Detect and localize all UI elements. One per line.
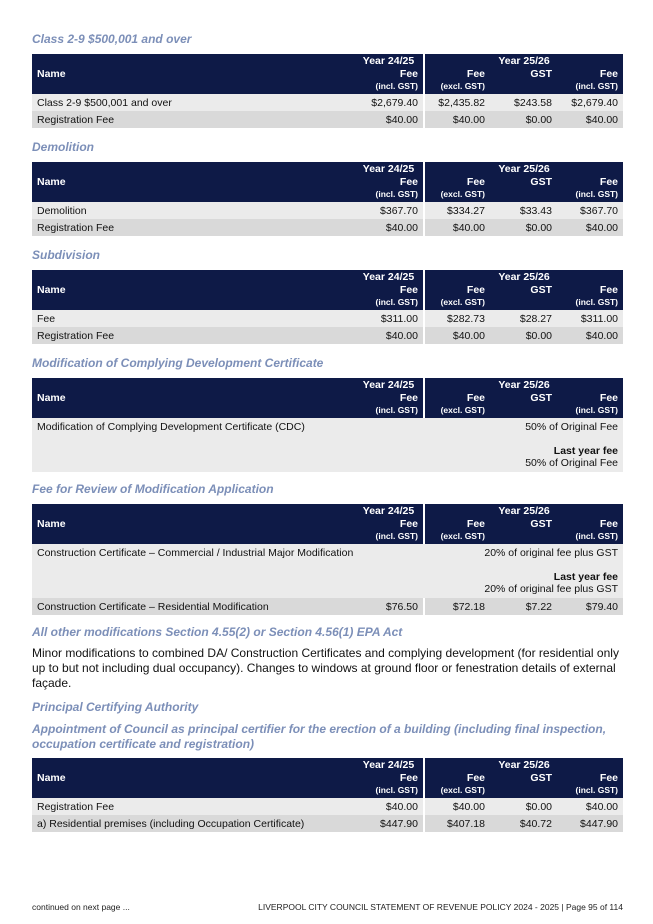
- header-fee-excl: Fee (excl. GST): [423, 284, 490, 310]
- row-name: a) Residential premises (including Occupation Certificate): [32, 815, 354, 832]
- current-fee-note: 50% of Original Fee: [525, 421, 619, 433]
- header-name: Name: [32, 54, 354, 94]
- header-fee-incl: Fee (incl. GST): [354, 392, 423, 418]
- gst-25-26: $0.00: [490, 798, 557, 815]
- gst-25-26: $40.72: [490, 815, 557, 832]
- fee-incl-25-26: $40.00: [557, 219, 623, 236]
- last-year-label: Last year fee: [553, 571, 619, 583]
- header-fee-excl: Fee (excl. GST): [423, 176, 490, 202]
- table-row: [32, 310, 623, 327]
- header-gst: GST: [490, 284, 557, 310]
- table-row: [32, 111, 623, 128]
- table-row: [32, 327, 623, 344]
- gst-25-26: $0.00: [490, 219, 557, 236]
- header-fee-excl: Fee (excl. GST): [423, 518, 490, 544]
- section-title-pca: Principal Certifying Authority: [32, 700, 199, 714]
- fee-excl-25-26: $2,435.82: [423, 94, 490, 111]
- section-title-demolition: Demolition: [32, 140, 94, 154]
- row-name: Class 2-9 $500,001 and over: [32, 94, 354, 111]
- header-year-b: Year 25/26: [423, 54, 623, 68]
- fee-excl-25-26: $40.00: [423, 111, 490, 128]
- header-year-a: Year 24/25: [354, 758, 423, 772]
- fee-incl-25-26: $40.00: [557, 111, 623, 128]
- row-name: Demolition: [32, 202, 354, 219]
- fee-24-25: $40.00: [354, 111, 423, 128]
- page-footer: LIVERPOOL CITY COUNCIL STATEMENT OF REVENUE POLICY 2024 - 2025 | Page 95 of 114: [258, 902, 623, 912]
- fee-incl-25-26: $79.40: [557, 598, 623, 615]
- header-fee-incl: Fee (incl. GST): [354, 68, 423, 94]
- header-fee-excl: Fee (excl. GST): [423, 68, 490, 94]
- fee-table-appointment-certifier: [32, 758, 623, 832]
- table-row: [32, 219, 623, 236]
- gst-25-26: $0.00: [490, 327, 557, 344]
- fee-24-25: $76.50: [354, 598, 423, 615]
- fee-incl-25-26: $367.70: [557, 202, 623, 219]
- gst-25-26: $0.00: [490, 111, 557, 128]
- table-row: [32, 815, 623, 832]
- header-fee-excl: Fee (excl. GST): [423, 772, 490, 798]
- gst-25-26: $28.27: [490, 310, 557, 327]
- header-name: Name: [32, 162, 354, 202]
- gst-25-26: $243.58: [490, 94, 557, 111]
- current-fee-note: 20% of original fee plus GST: [484, 547, 619, 559]
- row-name: Construction Certificate – Commercial / Industrial Major Modification: [32, 544, 354, 598]
- fee-incl-25-26: $40.00: [557, 327, 623, 344]
- fee-24-25: $367.70: [354, 202, 423, 219]
- header-year-b: Year 25/26: [423, 504, 623, 518]
- fee-incl-25-26: $447.90: [557, 815, 623, 832]
- fee-24-25: $311.00: [354, 310, 423, 327]
- header-name: Name: [32, 378, 354, 418]
- header-gst: GST: [490, 176, 557, 202]
- fee-incl-25-26: $40.00: [557, 798, 623, 815]
- table-row: [32, 544, 623, 598]
- section-title-class-2-9: Class 2-9 $500,001 and over: [32, 32, 192, 46]
- header-year-a: Year 24/25: [354, 270, 423, 284]
- row-name: Fee: [32, 310, 354, 327]
- fee-incl-25-26: $311.00: [557, 310, 623, 327]
- last-year-label: Last year fee: [553, 445, 619, 457]
- header-fee-incl: Fee (incl. GST): [354, 518, 423, 544]
- fee-24-25: $40.00: [354, 219, 423, 236]
- fee-table-modification-cdc: [32, 378, 623, 472]
- fee-excl-25-26: $407.18: [423, 815, 490, 832]
- table-row: [32, 598, 623, 615]
- table-row: [32, 418, 623, 472]
- header-gst: GST: [490, 518, 557, 544]
- fee-excl-25-26: $40.00: [423, 327, 490, 344]
- header-fee-incl: Fee (incl. GST): [354, 772, 423, 798]
- row-note: [354, 418, 623, 472]
- last-year-note: 20% of original fee plus GST: [484, 583, 619, 595]
- header-fee-incl-b: Fee (incl. GST): [557, 68, 623, 94]
- fee-24-25: $40.00: [354, 327, 423, 344]
- fee-table-review-modification: [32, 504, 623, 615]
- other-modifications-paragraph: Minor modifications to combined DA/ Construction Certificates and complying development (for residential only up to but not including dual occupancy). Changes to windows at ground floor or fenestration details of external façade.: [32, 646, 619, 690]
- header-fee-incl: Fee (incl. GST): [354, 176, 423, 202]
- header-fee-excl: Fee (excl. GST): [423, 392, 490, 418]
- row-name: Registration Fee: [32, 219, 354, 236]
- header-fee-incl: Fee (incl. GST): [354, 284, 423, 310]
- header-gst: GST: [490, 392, 557, 418]
- fee-table-demolition: [32, 162, 623, 236]
- fee-excl-25-26: $72.18: [423, 598, 490, 615]
- header-fee-incl-b: Fee (incl. GST): [557, 392, 623, 418]
- fee-excl-25-26: $40.00: [423, 219, 490, 236]
- header-year-b: Year 25/26: [423, 758, 623, 772]
- last-year-note: 50% of Original Fee: [525, 457, 619, 469]
- fee-incl-25-26: $2,679.40: [557, 94, 623, 111]
- header-fee-incl-b: Fee (incl. GST): [557, 284, 623, 310]
- header-gst: GST: [490, 772, 557, 798]
- fee-excl-25-26: $334.27: [423, 202, 490, 219]
- header-year-b: Year 25/26: [423, 378, 623, 392]
- fee-24-25: $447.90: [354, 815, 423, 832]
- row-name: Registration Fee: [32, 111, 354, 128]
- fee-table-subdivision: [32, 270, 623, 344]
- gst-25-26: $33.43: [490, 202, 557, 219]
- header-fee-incl-b: Fee (incl. GST): [557, 518, 623, 544]
- section-title-appointment-certifier: Appointment of Council as principal certifier for the erection of a building (including final inspection, occupation certificate and registration): [32, 722, 607, 751]
- header-year-a: Year 24/25: [354, 378, 423, 392]
- header-year-a: Year 24/25: [354, 162, 423, 176]
- row-name: Registration Fee: [32, 798, 354, 815]
- fee-excl-25-26: $40.00: [423, 798, 490, 815]
- header-year-a: Year 24/25: [354, 54, 423, 68]
- header-name: Name: [32, 504, 354, 544]
- header-name: Name: [32, 270, 354, 310]
- fee-24-25: $2,679.40: [354, 94, 423, 111]
- section-title-review-modification: Fee for Review of Modification Application: [32, 482, 274, 496]
- header-year-b: Year 25/26: [423, 162, 623, 176]
- header-fee-incl-b: Fee (incl. GST): [557, 772, 623, 798]
- gst-25-26: $7.22: [490, 598, 557, 615]
- header-name: Name: [32, 758, 354, 798]
- row-name: Modification of Complying Development Certificate (CDC): [32, 418, 354, 472]
- header-gst: GST: [490, 68, 557, 94]
- table-row: [32, 202, 623, 219]
- table-row: [32, 94, 623, 111]
- header-year-a: Year 24/25: [354, 504, 423, 518]
- section-title-subdivision: Subdivision: [32, 248, 101, 262]
- header-year-b: Year 25/26: [423, 270, 623, 284]
- fee-excl-25-26: $282.73: [423, 310, 490, 327]
- fee-24-25: $40.00: [354, 798, 423, 815]
- section-title-modification-cdc: Modification of Complying Development Certificate: [32, 356, 324, 370]
- row-name: Registration Fee: [32, 327, 354, 344]
- row-note: [354, 544, 623, 598]
- fee-table-class-2-9: [32, 54, 623, 128]
- row-name: Construction Certificate – Residential Modification: [32, 598, 354, 615]
- header-fee-incl-b: Fee (incl. GST): [557, 176, 623, 202]
- table-row: [32, 798, 623, 815]
- continued-note: continued on next page ...: [32, 902, 130, 912]
- section-title-other-modifications: All other modifications Section 4.55(2) or Section 4.56(1) EPA Act: [32, 625, 403, 639]
